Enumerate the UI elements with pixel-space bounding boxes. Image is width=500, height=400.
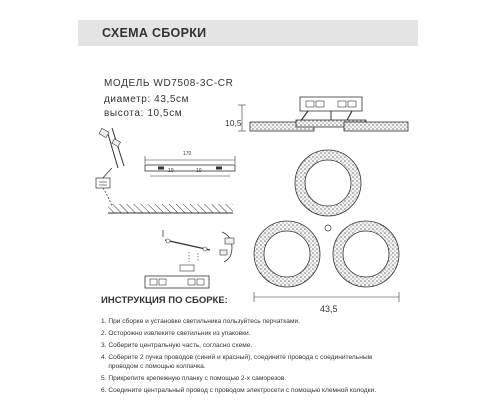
bracket-right-dimension: 10 (196, 168, 202, 174)
instructions-title: ИНСТРУКЦИЯ ПО СБОРКЕ: (101, 295, 228, 306)
ceiling-hatch (108, 204, 233, 213)
instruction-step: 4. Соберите 2 пучка проводов (синий и красный), соедините провода с соединительным (101, 354, 373, 361)
rings-top-view (254, 150, 399, 302)
height-label: высота: 10,5см (104, 108, 183, 119)
bracket-left-dimension: 10 (168, 168, 174, 174)
connection-detail (145, 230, 234, 288)
height-dimension: 10,5 (225, 118, 242, 128)
diameter-label: диаметр: 43,5см (104, 94, 190, 105)
instruction-step: 1. При сборке и установке светильника пользуйтесь перчатками. (101, 318, 301, 325)
instruction-step: 5. Прикрепите крепежную планку с помощью 2-х саморезов. (101, 375, 287, 382)
mounting-bracket (145, 156, 235, 176)
instruction-step: 2. Осторожно извлеките светильник из упаковки. (101, 330, 251, 337)
wire-illustration (96, 128, 124, 206)
model-label: МОДЕЛЬ WD7508-3C-CR (104, 78, 234, 89)
instruction-step: 3. Соберите центральную часть, согласно схеме. (101, 342, 253, 349)
side-view (238, 97, 408, 131)
instruction-step: 6. Соедините центральный провод с проводом электросети с помощью клемной колодки. (101, 387, 377, 394)
bracket-total-dimension: 170 (183, 151, 192, 157)
page-title: СХЕМА СБОРКИ (102, 26, 207, 40)
instruction-step: проводом с помощью колпачка. (101, 363, 206, 370)
width-dimension: 43,5 (320, 304, 338, 314)
